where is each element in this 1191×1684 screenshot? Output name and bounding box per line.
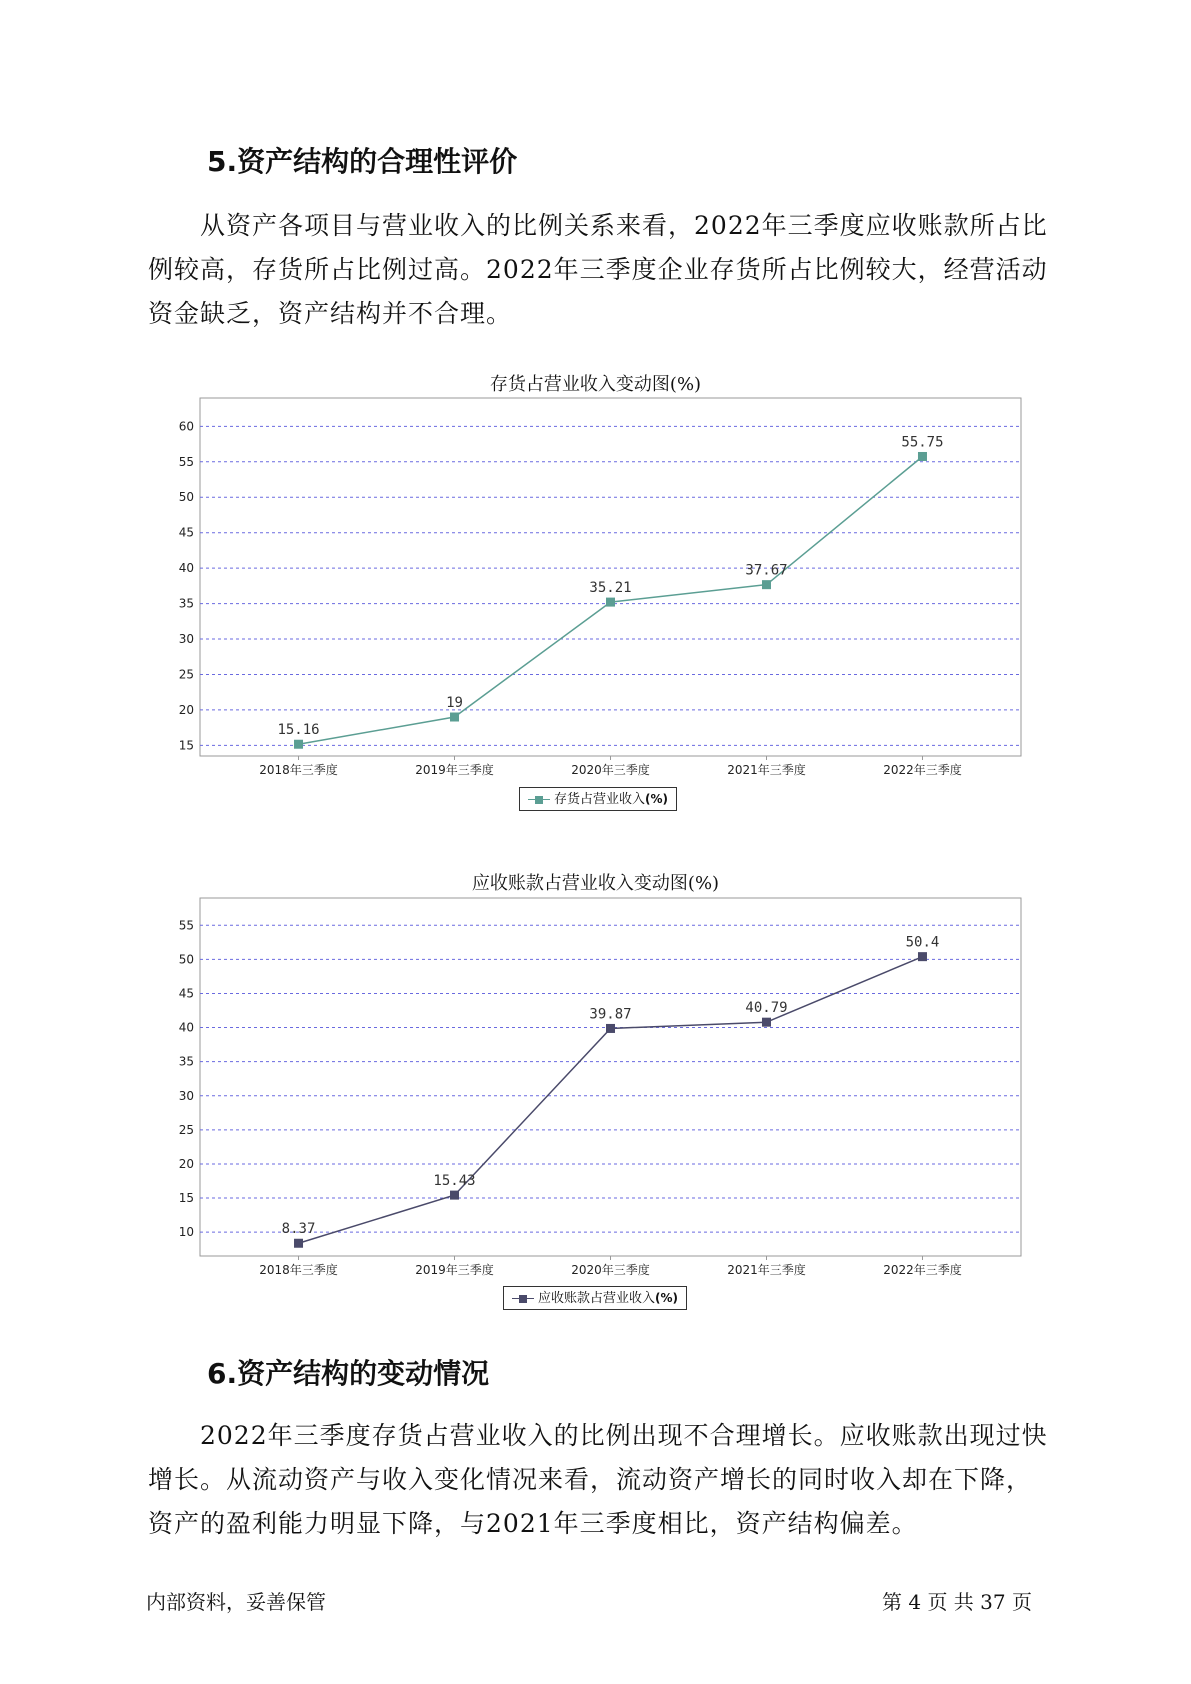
receivables-data-label: 8.37: [281, 1221, 316, 1238]
receivables-ytick-label: 30: [178, 1088, 194, 1103]
receivables-xtick-label: 2022年三季度: [883, 1263, 962, 1277]
inventory-ytick-label: 35: [178, 596, 194, 611]
inventory-data-point: [294, 740, 303, 749]
section-5-paragraph: 从资产各项目与营业收入的比例关系来看，2022年三季度应收账款所占比例较高，存货所占比例过高。2022年三季度企业存货所占比例较大，经营活动资金缺乏，资产结构并不合理。: [148, 211, 1048, 328]
section-6-paragraph: 2022年三季度存货占营业收入的比例出现不合理增长。应收账款出现过快增长。从流动资产与收入变化情况来看，流动资产增长的同时收入却在下降，资产的盈利能力明显下降，与2021年三季度相比，资产结构偏差。: [148, 1421, 1048, 1538]
receivables-ytick-label: 15: [178, 1191, 194, 1206]
receivables-data-label: 50.4: [905, 934, 940, 951]
receivables-data-label: 15.43: [433, 1173, 476, 1190]
receivables-ytick-label: 55: [178, 918, 194, 933]
inventory-ytick-label: 20: [178, 702, 194, 717]
receivables-xtick-label: 2018年三季度: [259, 1263, 338, 1277]
receivables-chart-title: 应收账款占营业收入变动图(%): [471, 873, 720, 894]
receivables-plot-area: [200, 898, 1021, 1256]
receivables-data-point: [762, 1018, 771, 1027]
inventory-legend-label: 存货占营业收入: [554, 792, 646, 807]
inventory-legend-swatch: [528, 795, 550, 805]
inventory-chart: [0, 396, 1191, 777]
inventory-data-label: 55.75: [901, 434, 944, 451]
inventory-xtick-label: 2021年三季度: [727, 763, 806, 777]
inventory-ytick-label: 30: [178, 632, 194, 647]
inventory-xtick-label: 2020年三季度: [571, 763, 650, 777]
receivables-chart-legend: [503, 1286, 687, 1310]
page-suffix: 页: [1011, 1590, 1032, 1614]
inventory-data-point: [918, 452, 927, 461]
receivables-legend-label: 应收账款占营业收入: [538, 1291, 656, 1306]
receivables-data-label: 40.79: [745, 1000, 788, 1017]
page-mid: 页 共: [927, 1590, 974, 1614]
receivables-xtick-label: 2020年三季度: [571, 1263, 650, 1277]
receivables-ytick-label: 25: [178, 1122, 194, 1137]
footer-page-info: [882, 1586, 1032, 1615]
receivables-data-point: [606, 1024, 615, 1033]
inventory-data-point: [606, 598, 615, 607]
inventory-ytick-label: 50: [178, 490, 194, 505]
receivables-ytick-label: 20: [178, 1156, 194, 1171]
receivables-ytick-label: 10: [178, 1225, 194, 1240]
section-6-heading: 6.资产结构的变动情况: [207, 1357, 490, 1390]
footer-confidential: 内部资料，妥善保管: [146, 1590, 326, 1614]
inventory-ytick-label: 60: [178, 419, 194, 434]
inventory-ytick-label: 15: [178, 738, 194, 753]
receivables-ytick-label: 45: [178, 986, 194, 1001]
receivables-ytick-label: 40: [178, 1020, 194, 1035]
receivables-data-point: [294, 1239, 303, 1248]
receivables-chart: [0, 896, 1191, 1277]
page-number: 4: [908, 1590, 922, 1614]
inventory-data-label: 15.16: [277, 722, 320, 739]
inventory-data-point: [762, 580, 771, 589]
inventory-xtick-label: 2019年三季度: [415, 763, 494, 777]
inventory-chart-legend: [519, 787, 677, 811]
inventory-xtick-label: 2018年三季度: [259, 763, 338, 777]
receivables-data-label: 39.87: [589, 1006, 632, 1023]
page-prefix: 第: [882, 1590, 902, 1614]
total-pages: 37: [980, 1590, 1006, 1614]
receivables-legend-unit: (%): [655, 1291, 679, 1305]
inventory-chart-title: 存货占营业收入变动图(%): [489, 374, 702, 395]
receivables-xtick-label: 2019年三季度: [415, 1263, 494, 1277]
receivables-data-point: [450, 1191, 459, 1200]
section-5-heading: 5.资产结构的合理性评价: [207, 145, 518, 178]
receivables-legend-swatch: [512, 1294, 534, 1304]
inventory-ytick-label: 40: [178, 561, 194, 576]
inventory-ytick-label: 55: [178, 454, 194, 469]
inventory-legend-unit: (%): [645, 792, 669, 806]
inventory-ytick-label: 45: [178, 525, 194, 540]
inventory-data-label: 19: [446, 695, 463, 712]
receivables-ytick-label: 35: [178, 1054, 194, 1069]
receivables-data-point: [918, 952, 927, 961]
inventory-ytick-label: 25: [178, 667, 194, 682]
inventory-data-point: [450, 713, 459, 722]
inventory-plot-area: [200, 398, 1021, 756]
receivables-ytick-label: 50: [178, 952, 194, 967]
inventory-data-label: 35.21: [589, 580, 632, 597]
inventory-xtick-label: 2022年三季度: [883, 763, 962, 777]
receivables-xtick-label: 2021年三季度: [727, 1263, 806, 1277]
inventory-data-label: 37.67: [745, 562, 788, 579]
